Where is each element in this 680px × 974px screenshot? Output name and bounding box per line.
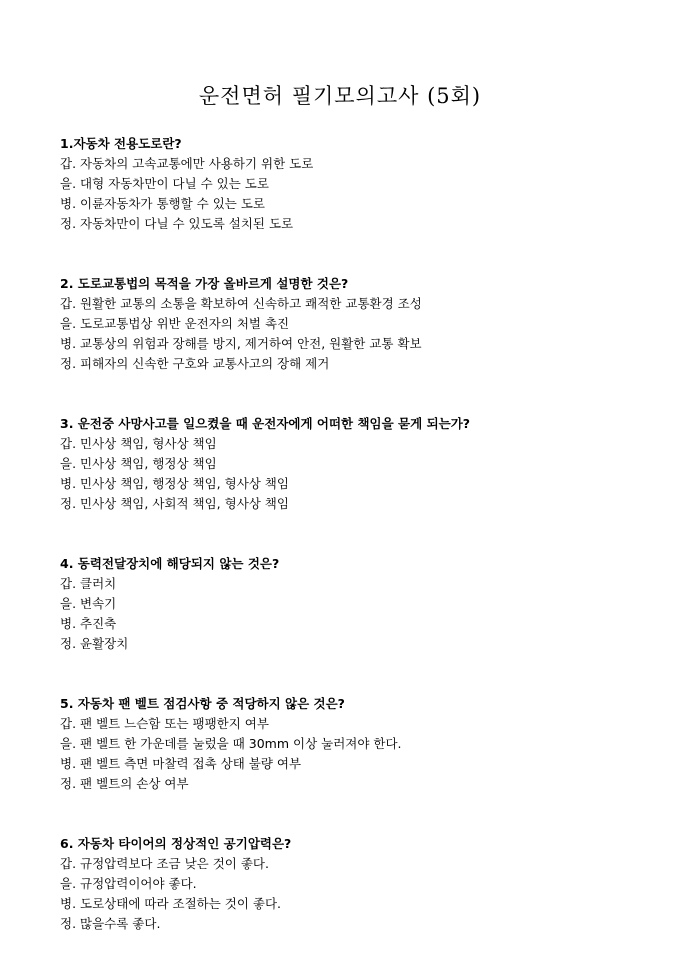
question-text: 1.자동차 전용도로란? [60,136,182,151]
document-title: 운전면허 필기모의고사 (5회) [198,84,482,108]
option-jeong: 정. 피해자의 신속한 구호와 교통사고의 장해 제거 [60,356,330,371]
question-text: 6. 자동차 타이어의 정상적인 공기압력은? [60,836,292,851]
option-jeong: 정. 민사상 책임, 사회적 책임, 형사상 책임 [60,496,289,511]
question-4 [60,554,660,654]
option-eul: 을. 도로교통법상 위반 운전자의 처벌 촉진 [60,316,290,331]
option-byeong: 병. 팬 벨트 측면 마찰력 접촉 상태 불량 여부 [60,756,302,771]
option-gap: 갑. 클러치 [60,576,117,591]
option-byeong: 병. 추진축 [60,616,117,631]
question-2 [60,274,660,374]
option-eul: 을. 대형 자동차만이 다닐 수 있는 도로 [60,176,269,191]
question-text: 4. 동력전달장치에 해당되지 않는 것은? [60,556,280,571]
option-byeong: 병. 도로상태에 따라 조절하는 것이 좋다. [60,896,282,911]
option-byeong: 병. 이륜자동차가 통행할 수 있는 도로 [60,196,265,211]
question-text: 2. 도로교통법의 목적을 가장 올바르게 설명한 것은? [60,276,349,291]
option-eul: 을. 민사상 책임, 행정상 책임 [60,456,217,471]
option-byeong: 병. 교통상의 위험과 장해를 방지, 제거하여 안전, 원활한 교통 확보 [60,336,422,351]
option-jeong: 정. 많을수록 좋다. [60,916,161,931]
option-gap: 갑. 원활한 교통의 소통을 확보하여 신속하고 쾌적한 교통환경 조성 [60,296,422,311]
question-5 [60,694,660,794]
option-gap: 갑. 민사상 책임, 형사상 책임 [60,436,217,451]
option-gap: 갑. 규정압력보다 조금 낮은 것이 좋다. [60,856,269,871]
option-jeong: 정. 자동차만이 다닐 수 있도록 설치된 도로 [60,216,294,231]
option-jeong: 정. 팬 벨트의 손상 여부 [60,776,189,791]
option-gap: 갑. 자동차의 고속교통에만 사용하기 위한 도로 [60,156,314,171]
option-eul: 을. 변속기 [60,596,117,611]
question-text: 3. 운전중 사망사고를 일으켰을 때 운전자에게 어떠한 책임을 묻게 되는가? [60,416,471,431]
question-text: 5. 자동차 팬 벨트 점검사항 중 적당하지 않은 것은? [60,696,345,711]
question-3 [60,414,660,514]
option-eul: 을. 팬 벨트 한 가운데를 눌렀을 때 30mm 이상 눌러져야 한다. [60,736,402,751]
question-1 [60,134,660,234]
question-list [60,134,660,974]
option-byeong: 병. 민사상 책임, 행정상 책임, 형사상 책임 [60,476,289,491]
option-eul: 을. 규정압력이어야 좋다. [60,876,197,891]
option-jeong: 정. 윤활장치 [60,636,129,651]
option-gap: 갑. 팬 벨트 느슨함 또는 팽팽한지 여부 [60,716,269,731]
question-6 [60,834,660,934]
